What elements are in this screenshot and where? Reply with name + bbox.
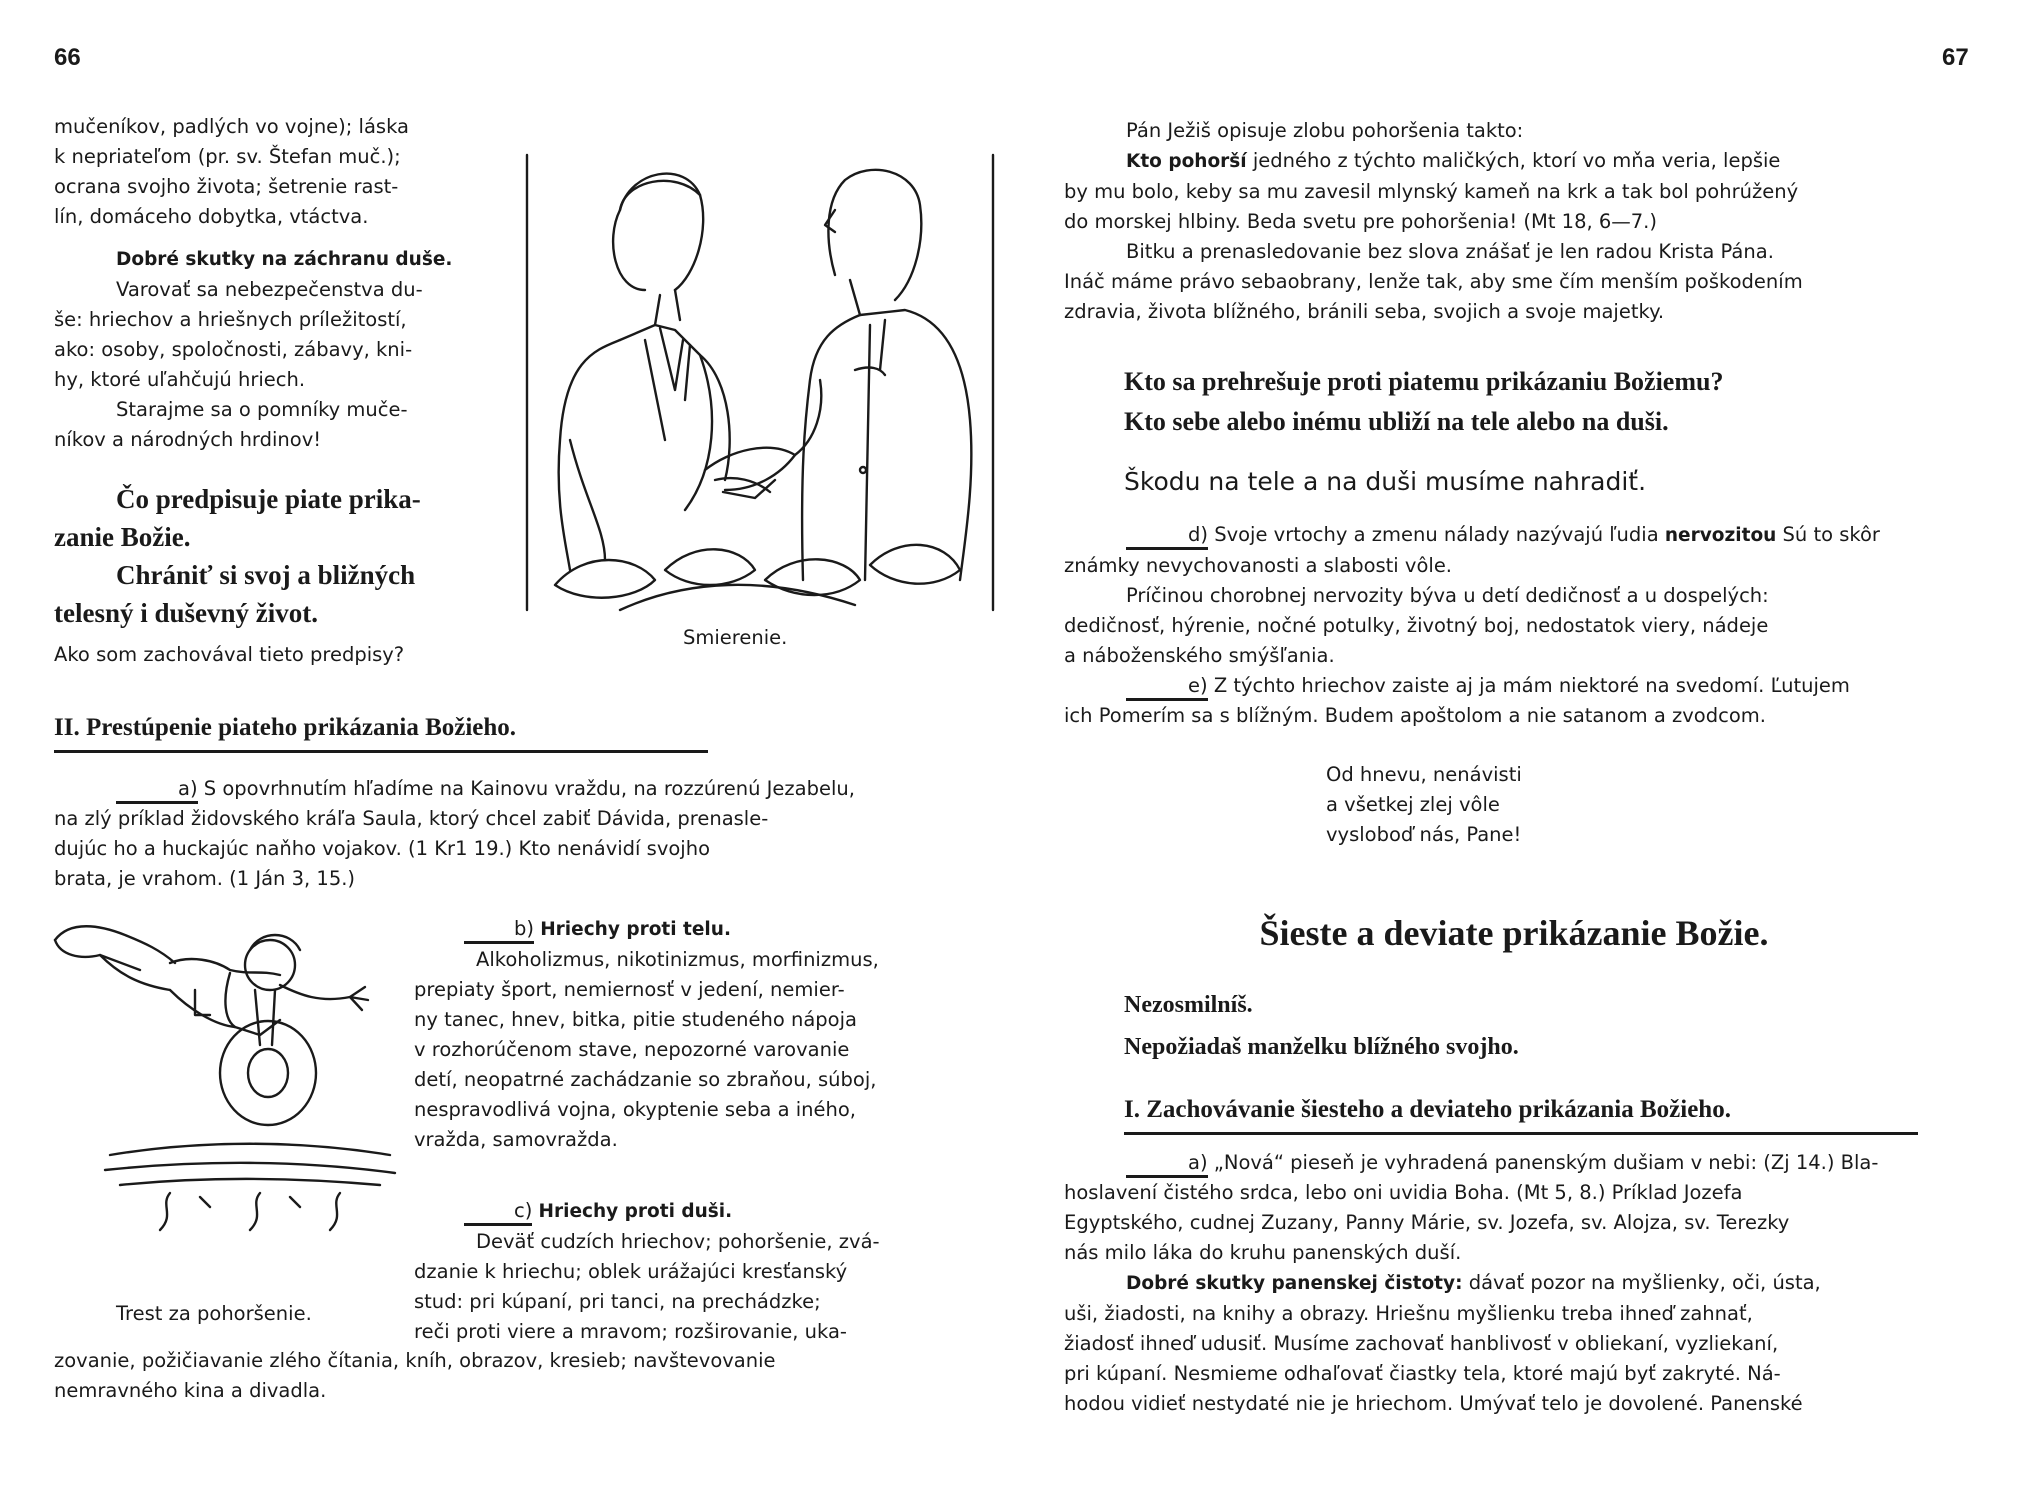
prayer-line: a všetkej zlej vôle: [1326, 793, 1500, 816]
text-line: dujúc ho a huckajúc naňho vojakov. (1 Kr1 19.) Kto nenávidí svojho: [54, 837, 711, 860]
text-line: by mu bolo, keby sa mu zavesil mlynský kameň na krk a tak bol pohrúžený: [1064, 180, 1799, 203]
text-line: pri kúpaní. Nesmieme odhaľovať čiastky tela, ktoré majú byť zakryté. Ná-: [1064, 1362, 1781, 1385]
text-line: v rozhorúčenom stave, nepozorné varovanie: [414, 1038, 850, 1061]
section-heading-text: II. Prestúpenie piateho prikázania Božieho.: [54, 714, 517, 741]
question-line: zanie Božie.: [54, 522, 191, 552]
text-line: „Nová“ pieseň je vyhradená panenským dušiam v nebi: (Zj 14.) Bla-: [1213, 1151, 1879, 1174]
text-line: Deväť cudzích hriechov; pohoršenie, zvá-: [476, 1230, 880, 1253]
text-line: stud: pri kúpaní, pri tanci, na prechádzke;: [414, 1290, 821, 1313]
answer-line: Chrániť si svoj a bližných: [116, 560, 416, 590]
good-deeds-block: [54, 244, 494, 455]
text-line: zovanie, požičiavanie zlého čítania, kníh, obrazov, kresieb; navštevovanie: [54, 1349, 776, 1372]
text-line: reči proti viere a mravom; rozširovanie, uka-: [414, 1320, 847, 1343]
para-b-heading: Hriechy proti telu.: [540, 919, 731, 940]
paragraph-purity: [1064, 1148, 1964, 1419]
text-line: ich Pomerím sa s blížným. Budem apoštolom a nie satanom a zvodcom.: [1064, 704, 1766, 727]
question-block: [54, 480, 514, 632]
section-heading-right: [1124, 1094, 1918, 1135]
label-e: e): [1126, 674, 1208, 701]
text-line: S opovrhnutím hľadíme na Kainovu vraždu, na rozzúrenú Jezabelu,: [203, 777, 855, 800]
text-line: še: hriechov a hriešnych príležitostí,: [54, 308, 407, 331]
text-line: lín, domáceho dobytka, vtáctva.: [54, 205, 369, 228]
text-line: Starajme sa o pomníky muče-: [116, 398, 408, 421]
self-check-question: Ako som zachovával tieto predpisy?: [54, 643, 405, 666]
commandments-block: [1124, 984, 2004, 1068]
commandment-line: Nepožiadaš manželku blížného svojho.: [1124, 1034, 1519, 1060]
intro-line: Pán Ježiš opisuje zlobu pohoršenia takto:: [1126, 119, 1524, 142]
drowning-illustration: [50, 915, 405, 1285]
text-line: Alkoholizmus, nikotinizmus, morfinizmus,: [476, 948, 879, 971]
text-line: uši, žiadosti, na knihy a obrazy. Hriešnu myšlienku treba ihneď zahnať,: [1064, 1302, 1753, 1325]
text-line: k nepriateľom (pr. sv. Štefan muč.);: [54, 145, 401, 168]
text-line: hy, ktoré uľahčujú hriech.: [54, 368, 306, 391]
commandment-line: Nezosmilníš.: [1124, 992, 1253, 1018]
text-line: níkov a národných hrdinov!: [54, 428, 322, 451]
para-c-heading: Hriechy proti duši.: [538, 1201, 733, 1222]
text-line: Bitku a prenasledovanie bez slova znášať je len radou Krista Pána.: [1126, 240, 1774, 263]
answer-line: telesný i duševný život.: [54, 598, 319, 628]
question-line: Čo predpisuje piate prika-: [116, 484, 421, 514]
handshake-illustration: [525, 140, 995, 620]
scandal-block: [1064, 116, 1964, 327]
questions-block: [1124, 362, 2004, 442]
text-line: jedného z týchto maličkých, ktorí vo mňa veria, lepšie: [1252, 149, 1781, 172]
text-line: dávať pozor na myšlienky, oči, ústa,: [1468, 1271, 1821, 1294]
text-line: na zlý príklad židovského kráľa Saula, ktorý chcel zabiť Dávida, prenasle-: [54, 807, 769, 830]
prayer-line: vysloboď nás, Pane!: [1326, 823, 1522, 846]
page-number-right: 67: [1942, 44, 1969, 71]
text-line: hoslavení čistého srdca, lebo oni uvidia Boha. (Mt 5, 8.) Príklad Jozefa: [1064, 1181, 1743, 1204]
quote-lead: Kto pohorší: [1126, 151, 1247, 172]
nervozita-term: nervozitou: [1664, 525, 1777, 546]
paragraph-b: [414, 914, 974, 1155]
text-line: mučeníkov, padlých vo vojne); láska: [54, 115, 409, 138]
text-line: ako: osoby, spoločnosti, zábavy, kni-: [54, 338, 413, 361]
paragraph-a: [54, 774, 994, 894]
text-line: ocrana svojho života; šetrenie rast-: [54, 175, 399, 198]
text-line: vražda, samovražda.: [414, 1128, 618, 1151]
heading-underline: [1124, 1132, 1918, 1135]
heading-underline: [54, 750, 708, 753]
text-line: nespravodlivá vojna, okyptenie seba a iného,: [414, 1098, 856, 1121]
text-line: brata, je vrahom. (1 Ján 3, 15.): [54, 867, 356, 890]
text-line: známky nevychovanosti a slabosti vôle.: [1064, 554, 1453, 577]
text-line: prepiaty šport, nemiernosť v jedení, nemier-: [414, 978, 845, 1001]
text-line: Z týchto hriechov zaiste aj ja mám niektoré na svedomí. Ľutujem: [1213, 674, 1850, 697]
prayer-block: [1326, 760, 1726, 850]
paragraph-d: [1064, 520, 1964, 731]
paragraph-c-tail: [54, 1346, 994, 1406]
label-c: c): [464, 1199, 532, 1226]
intro-paragraph: [54, 112, 494, 232]
prayer-line: Od hnevu, nenávisti: [1326, 763, 1522, 786]
text-line: Egyptského, cudnej Zuzany, Panny Márie, sv. Jozefa, sv. Alojza, sv. Terezky: [1064, 1211, 1790, 1234]
text-line: žiadosť ihneď udusiť. Musíme zachovať hanblivosť v obliekaní, vyzliekaní,: [1064, 1332, 1779, 1355]
text-line: do morskej hlbiny. Beda svetu pre pohoršenia! (Mt 18, 6—7.): [1064, 210, 1657, 233]
text-line: Ináč máme právo sebaobrany, lenže tak, aby sme čím menším poškodením: [1064, 270, 1803, 293]
illustration-caption: Smierenie.: [683, 626, 788, 649]
text-line: hodou vidieť nestydaté nie je hriechom. Umývať telo je dovolené. Panenské: [1064, 1392, 1803, 1415]
text-line: zdravia, života blížného, bránili seba, svojich a svoje majetky.: [1064, 300, 1665, 323]
chapter-title: Šieste a deviate prikázanie Božie.: [1259, 913, 1769, 953]
question-line: Kto sa prehrešuje proti piatemu prikázaniu Božiemu?: [1124, 367, 1724, 396]
section-heading-text: I. Zachovávanie šiesteho a deviateho prikázania Božieho.: [1124, 1096, 1731, 1123]
text-line: detí, neopatrné zachádzanie so zbraňou, súboj,: [414, 1068, 877, 1091]
good-deeds-heading: Dobré skutky na záchranu duše.: [116, 249, 453, 270]
paragraph-c: [414, 1196, 974, 1347]
text-line: a náboženského smýšľania.: [1064, 644, 1335, 667]
text-line: nás milo láka do kruhu panenských duší.: [1064, 1241, 1462, 1264]
text-line: Varovať sa nebezpečenstva du-: [116, 278, 423, 301]
page-number-left: 66: [54, 44, 81, 71]
label-a-right: a): [1126, 1151, 1208, 1178]
text-line: ny tanec, hnev, bitka, pitie studeného nápoja: [414, 1008, 857, 1031]
purity-heading: Dobré skutky panenskej čistoty:: [1126, 1273, 1463, 1294]
text-segment: Sú to skôr: [1782, 523, 1880, 546]
drowning-caption: Trest za pohoršenie.: [116, 1302, 312, 1325]
text-line: nemravného kina a divadla.: [54, 1379, 327, 1402]
text-segment: Svoje vrtochy a zmenu nálady nazývajú ľudia: [1214, 523, 1659, 546]
section-heading-left: [54, 712, 708, 753]
text-line: dedičnosť, hýrenie, nočné potulky, životný boj, nedostatok viery, nádeje: [1064, 614, 1769, 637]
label-b: b): [464, 917, 534, 944]
label-d: d): [1126, 523, 1208, 550]
text-line: Príčinou chorobnej nervozity býva u detí dedičnosť a u dospelých:: [1126, 584, 1769, 607]
label-a: a): [116, 777, 198, 804]
restitution-answer: Škodu na tele a na duši musíme nahradiť.: [1124, 467, 1647, 496]
question-line: Kto sebe alebo inému ubliží na tele alebo na duši.: [1124, 407, 1669, 436]
text-line: dzanie k hriechu; oblek urážajúci kresťanský: [414, 1260, 848, 1283]
